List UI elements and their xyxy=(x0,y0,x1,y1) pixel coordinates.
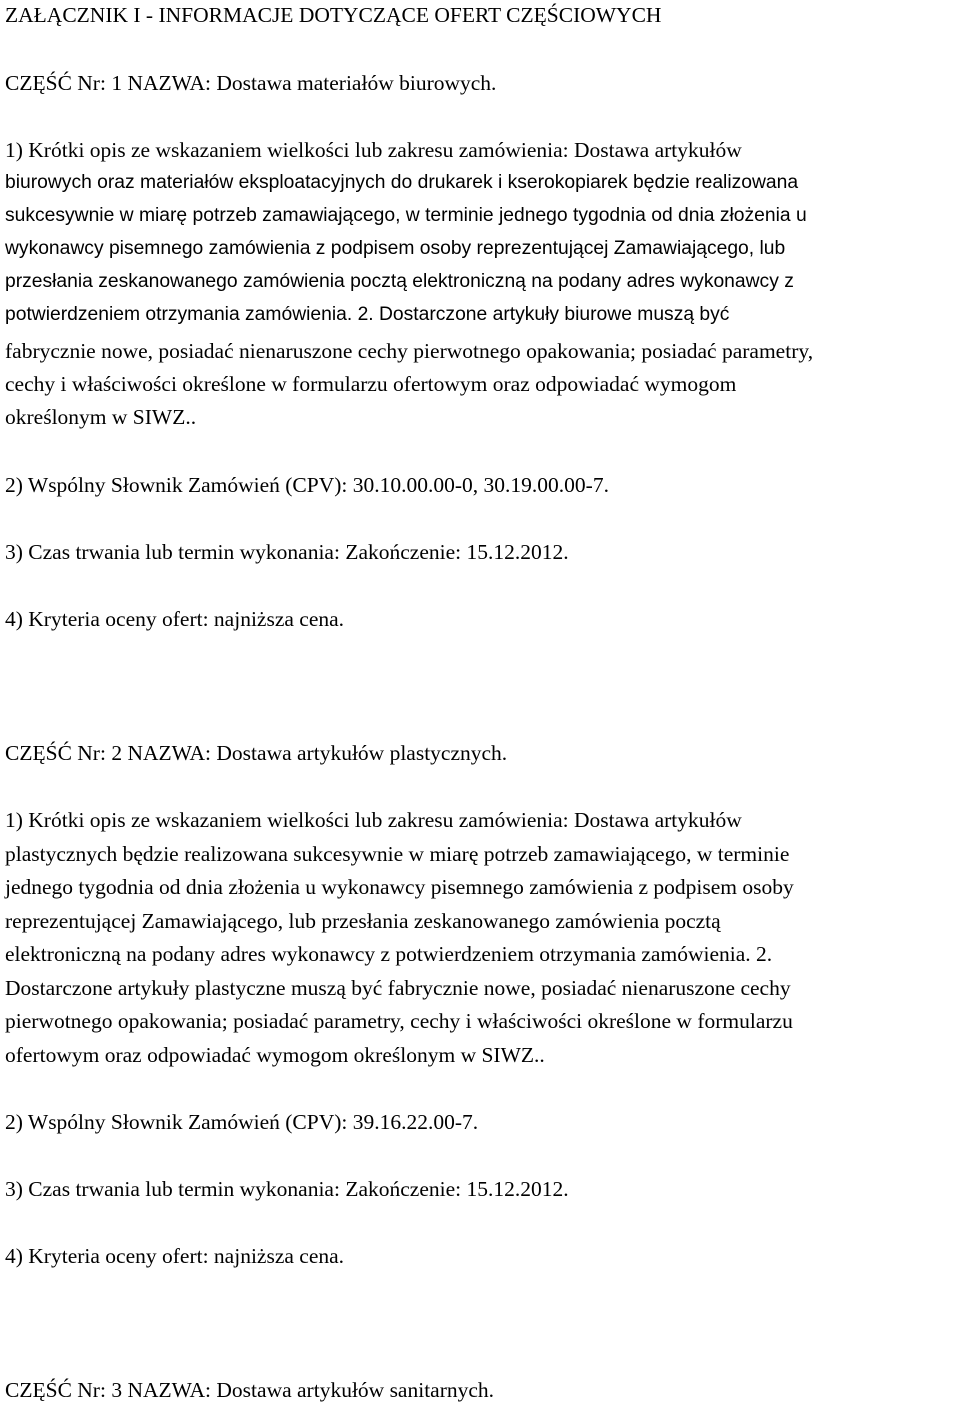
part-2-description-line: Dostarczone artykuły plastyczne muszą być fabrycznie nowe, posiadać nienaruszone cechy xyxy=(5,976,791,1000)
part-2-description-line: plastycznych będzie realizowana sukcesywnie w miarę potrzeb zamawiającego, w terminie xyxy=(5,842,790,866)
part-2-criteria: 4) Kryteria oceny ofert: najniższa cena. xyxy=(5,1244,345,1268)
part-1-description-line: fabrycznie nowe, posiadać nienaruszone cechy pierwotnego opakowania; posiadać parametry, xyxy=(5,339,814,363)
part-1-description-line: sukcesywnie w miarę potrzeb zamawiającego, w terminie jednego tygodnia od dnia złożenia u xyxy=(5,205,807,226)
part-2-description-line: pierwotnego opakowania; posiadać parametry, cechy i właściwości określone w formularzu xyxy=(5,1009,793,1033)
part-2-term: 3) Czas trwania lub termin wykonania: Zakończenie: 15.12.2012. xyxy=(5,1177,569,1201)
part-1-description-line: 1) Krótki opis ze wskazaniem wielkości lub zakresu zamówienia: Dostawa artykułów xyxy=(5,138,742,162)
part-1-description-line: biurowych oraz materiałów eksploatacyjnych do drukarek i kserokopiarek będzie realizowana xyxy=(5,172,799,193)
part-2-description-line: reprezentującej Zamawiającego, lub przesłania zeskanowanego zamówienia pocztą xyxy=(5,909,721,933)
part-1-description-line: cechy i właściwości określone w formularzu ofertowym oraz odpowiadać wymogom xyxy=(5,372,737,396)
part-1-description-line: potwierdzeniem otrzymania zamówienia. 2. Dostarczone artykuły biurowe muszą być xyxy=(5,304,730,325)
part-2-description-line: 1) Krótki opis ze wskazaniem wielkości lub zakresu zamówienia: Dostawa artykułów xyxy=(5,808,742,832)
document-title: ZAŁĄCZNIK I - INFORMACJE DOTYCZĄCE OFERT CZĘŚCIOWYCH xyxy=(5,3,662,27)
part-3-heading: CZĘŚĆ Nr: 3 NAZWA: Dostawa artykułów sanitarnych. xyxy=(5,1378,495,1402)
part-2-cpv: 2) Wspólny Słownik Zamówień (CPV): 39.16.22.00-7. xyxy=(5,1110,479,1134)
part-1-cpv: 2) Wspólny Słownik Zamówień (CPV): 30.10.00.00-0, 30.19.00.00-7. xyxy=(5,473,609,497)
part-1-description-line: określonym w SIWZ.. xyxy=(5,405,197,429)
part-1-description-line: przesłania zeskanowanego zamówienia pocztą elektroniczną na podany adres wykonawcy z xyxy=(5,271,794,292)
part-2-heading: CZĘŚĆ Nr: 2 NAZWA: Dostawa artykułów plastycznych. xyxy=(5,741,508,765)
part-1-heading: CZĘŚĆ Nr: 1 NAZWA: Dostawa materiałów biurowych. xyxy=(5,71,497,95)
part-1-term: 3) Czas trwania lub termin wykonania: Zakończenie: 15.12.2012. xyxy=(5,540,569,564)
part-2-description-line: ofertowym oraz odpowiadać wymogom określonym w SIWZ.. xyxy=(5,1043,545,1067)
part-1-description-line: wykonawcy pisemnego zamówienia z podpisem osoby reprezentującej Zamawiającego, lub xyxy=(5,238,786,259)
part-2-description-line: jednego tygodnia od dnia złożenia u wykonawcy pisemnego zamówienia z podpisem osoby xyxy=(5,875,794,899)
part-2-description-line: elektroniczną na podany adres wykonawcy z potwierdzeniem otrzymania zamówienia. 2. xyxy=(5,942,773,966)
part-1-criteria: 4) Kryteria oceny ofert: najniższa cena. xyxy=(5,607,345,631)
